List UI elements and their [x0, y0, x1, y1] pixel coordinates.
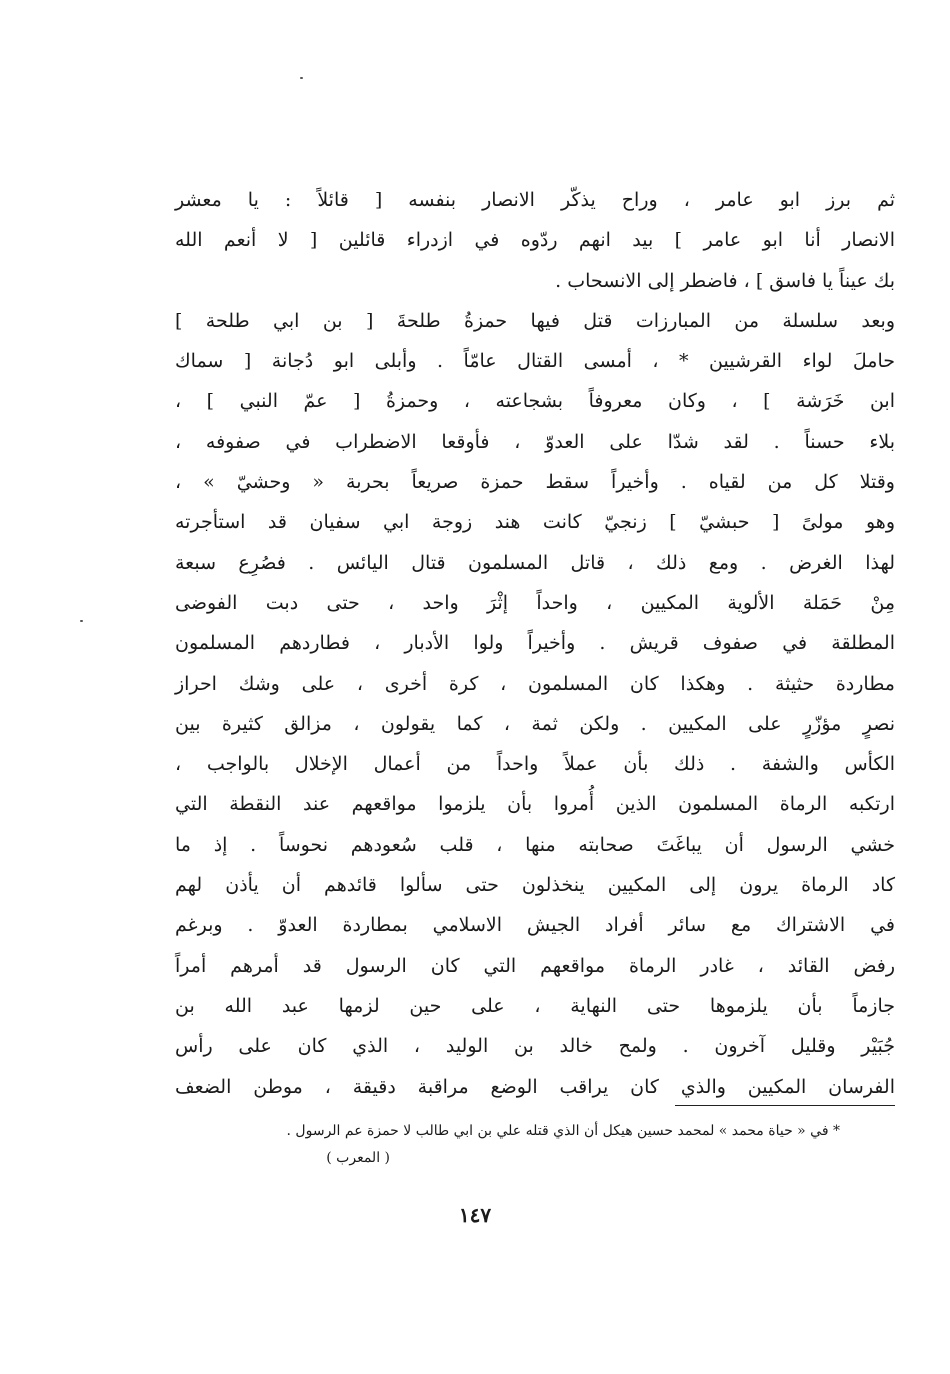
- body-text: [175, 180, 895, 1107]
- text-line: خشي الرسول أن يباغَتَ صحابته منها ، قلب سُعودهم نحوساً . إذ ما: [175, 833, 895, 856]
- text-line: مِنْ حَمَلة الألوية المكيين ، واحداً إثْرَ واحد ، حتى دبت الفوضى: [175, 591, 895, 614]
- text-line: وهو مولىً [ حبشيّ ] زنجيّ كانت هند زوجة ابي سفيان قد استأجرته: [175, 511, 895, 534]
- text-line: رفض القائد ، غادر الرماة مواقعهم التي كان الرسول قد أمرهم أمراً: [175, 954, 895, 977]
- text-line: ابن خَرَشة ] ، وكان معروفاً بشجاعته ، وحمزةُ [ عمّ النبي ] ،: [175, 390, 895, 413]
- footnote-attribution: ( المعرب ): [326, 1150, 390, 1166]
- text-line: نصرٍ مؤزّرٍ على المكيين . ولكن ثمة ، كما يقولون ، مزالق كثيرة بين: [175, 712, 895, 735]
- footnote-text: * في « حياة محمد » لمحمد حسين هيكل أن الذي قتله علي بن ابي طالب لا حمزة عم الرسول .: [286, 1123, 840, 1139]
- text-line: المطلقة في صفوف قريش . وأخيراً ولوا الأدبار ، فطاردهم المسلمون: [175, 632, 895, 655]
- text-line: الكأس والشفة . ذلك بأن عملاً واحداً من أعمال الإخلال بالواجب ،: [175, 753, 895, 776]
- text-line: لهذا الغرض . ومع ذلك ، قاتل المسلمون قتال اليائس . فصُرِع سبعة: [175, 551, 895, 574]
- scan-speck: [80, 620, 83, 622]
- text-line: بك عيناً يا فاسق ] ، فاضطر إلى الانسحاب .: [555, 269, 895, 292]
- text-line: ارتكبه الرماة المسلمون الذين أُمروا بأن يلزموا مواقعهم عند النقطة التي: [175, 793, 895, 816]
- text-line: كاد الرماة يرون إلى المكيين ينخذلون حتى سألوا قائدهم أن يأذن لهم: [175, 874, 895, 897]
- page-number: ١٤٧: [458, 1203, 492, 1227]
- text-line: جازماً بأن يلزموها حتى النهاية ، على حين لزمها عبد الله بن: [175, 994, 895, 1017]
- text-line: وبعد سلسلة من المبارزات قتل فيها حمزةُ طلحةَ [ بن ابي طلحة ]: [175, 309, 895, 332]
- text-line: الفرسان المكيين والذي كان يراقب الوضع مراقبة دقيقة ، موطن الضعف: [175, 1075, 895, 1098]
- scan-speck: [300, 77, 303, 79]
- text-line: حاملَ لواء القرشيين * ، أمسى القتال عامّاً . وأبلى ابو دُجانة [ سماك: [175, 350, 895, 373]
- text-line: في الاشتراك مع سائر أفراد الجيش الاسلامي بمطاردة العدوّ . وبرغم: [175, 914, 895, 937]
- footnote-divider: [675, 1105, 895, 1106]
- text-line: جُبَيْر وقليل آخرون . ولمح خالد بن الوليد ، الذي كان على رأس: [175, 1035, 895, 1058]
- text-line: مطاردة حثيثة . وهكذا كان المسلمون ، كرة أخرى ، على وشك احراز: [175, 672, 895, 695]
- text-line: وقتلا كل من لقياه . وأخيراً سقط حمزة صريعاً بحربة « وحشيّ » ،: [175, 471, 895, 494]
- text-line: الانصار أنا ابو عامر ] بيد انهم ردّوه في ازدراء قائلين [ لا أنعم الله: [175, 229, 895, 252]
- text-line: ثم برز ابو عامر ، وراح يذكّر الانصار بنفسه [ قائلاً : يا معشر: [175, 189, 895, 211]
- text-line: بلاء حسناً . لقد شدّا على العدوّ ، فأوقعا الاضطراب في صفوفه ،: [175, 430, 895, 453]
